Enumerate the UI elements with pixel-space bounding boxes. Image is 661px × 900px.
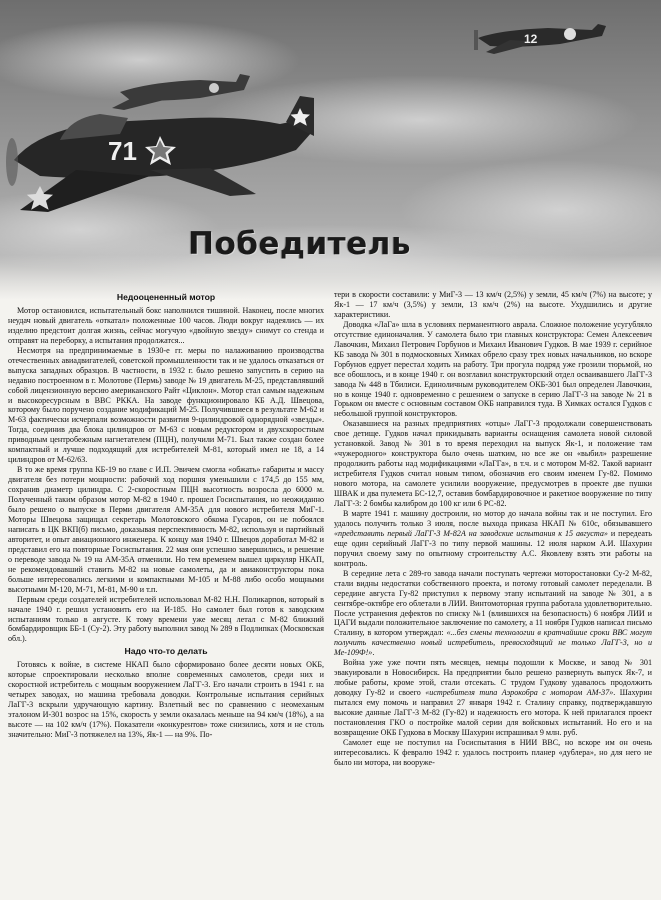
text-column-left [8,290,324,740]
text-run: . Шахурин пытался ему помочь и направил 27 января 1942 г. Сталину справку, подтверждавшую высокие данные ЛаГГ-3 М-82 (Гу-82) и надежность его мотора. К ней прилагался проект постановления ГКО о постройке малой серии для войсковых испытаний. Но его и на возвращение ОКБ Гудкова в Москву Шахурин испрашивал 9 млн. руб. [334,688,652,737]
section-heading: Надо что-то делать [124,646,208,657]
text-run: . [372,648,375,658]
paragraph [334,658,652,738]
paragraph: Первым среди создателей истребителей использовал М-82 Н.Н. Поликарпов, который в начале 1940 г. решил установить его на И-185. Но самолет был готов к заводским испытаниям только в августе. К тому времени уже месяц летал с М-82 ближний бомбардировщик ББ-1 (Су-2). Эту работу выполнил завод № 289 в Подлипках (Московская обл.). [8,594,324,644]
quote: «истребителя типа Аэрокобра с мотором АМ-37» [425,688,614,698]
text-run: В середине лета с 289-го завода начали поступать чертежи моторостановки Су-2 М-82, стали видны недостатки собственного проекта, и потому готовый самолет переделали. В середине августа Гу-82 приступил к первому этапу испытаний на заводе № 301, а в сентябре-октябре его облетали в ЛИИ. Винтомоторная группа работала удовлетворительно. После устранения дефектов по списку №1 (влившихся на безопасность) 6 ноября ЛИИ и ЦАГИ выдали положительное заключение по самолету, а 11 ноября Гудков написал письмо Сталину, в котором утверждал: [334,568,652,638]
paragraph: Самолет еще не поступил на Госиспытания в НИИ ВВС, но вскоре им он очень интересовались. К февралю 1942 г. удалось построить планер «дублера», но для него не было ни мотора, ни вооруже- [334,737,652,767]
paragraph: В то же время группа КБ-19 во главе с И.П. Эвичем смогла «обжать» габариты и массу двигателя без потери мощности: рабочий ход поршня уменьшили с 174,5 до 155 мм, сохранив диаметр цилиндра. С 2-скоростным ПЦН высотность возросла до 6000 м. Полученный таким образом мотор М-82 в 1940 г. прошел Госиспытания, но неожиданно было решено о выпуске в Перми двигателя АМ-35А для нового истребителя МиГ-1. Моторы Швецова защищал секретарь Молотовского обкома Гусаров, он не побоялся написать в ЦК ВКП(б) письмо, доказывая перспективность М-82, используя и партийный авторитет, и опыт авиационного инженера. К концу мая 1940 г. Швецов доработал М-82 и представил его на повторные Госиспытания. 22 мая они успешно завершились, и решение о переводе завода № 19 на АМ-35А отменили. Но тем временем вышел циркуляр НКАП, не рекомендовавший ставить М-82 на новые самолеты, да и авиаконструкторы пока больше интересовались легкими и компактными М-105 и М-88 либо особо мощными высотными М-120, М-71, М-81, М-90 и т.п. [8,465,324,594]
paragraph: Доводка «ЛаГа» шла в условиях перманентного аврала. Сложное положение усугубляло отсутствие единоначалия. У самолета было три главных конструктора: Семен Алексеевич Лавочкин, Михаил Петрович Горбунов и Михаил Иванович Гудков. В мае 1939 г. серийное КБ завода № 301 в подмосковных Химках обрело сразу трех новых начальников, но вскоре Горбунов едрует перестал ходить на работу. Три прогула подряд уже грозили тюрьмой, но все обошлось, и в конце 1940 г. он возглавил конструкторский отдел осваивавшего ЛаГГ-3 завода № 448 в Тбилиси. Единоличным руководителем ОКБ-301 был определен Лавочкин, но в конце 1940 г. одновременно с решением о запуске в серию ЛаГГ-3 на заводе № 21 в Горьком он вместе с основным составом ОКБ направился туда. В Химках остался Гудков с небольшой группой конструкторов. [334,319,652,419]
paragraph: Готовясь к войне, в системе НКАП было сформировано более десяти новых ОКБ, которые спроектировали несколько вполне современных самолетов, среди них и скоростной истребитель с мощным вооружением ЛаГГ-3. Его начали строить в 1941 г. на четырех заводах, но машина требовала доводки. Контрольные испытания серийных ЛаГГ-3 вскрыли удручающую картину. Взлетный вес по сравнению с неомеханым эталоном И-301 возрос на 15%, скорость у земли оказалась меньше на 94 км/ч (18%), а на высоте — на 102 км/ч (17%). Показатели «конкурентов» тоже снизились, хотя и не столь значительно: МиГ-3 потяжелел на 13%, Як-1 — на 9%. По- [8,660,324,739]
paragraph: Оказавшиеся на разных предприятиях «отцы» ЛаГГ-3 продолжали совершенствовать свое детище. Гудков начал прикидывать варианты оснащения самолета новой силовой установкой. Завод № 301 в то время переходил на выпуск Як-1, и положение там «чужеродного» конструктора было очень шатким, но все же он «выбил» разрешение продолжить работы над модификациями «ЛаГГа», в т.ч. и с мотором М-82. Такой вариант истребителя Гудков считал новым типом, обозначив его своим именем Гу-82. Помимо нового мотора, на самолете усилили вооружение, предусмотрев в проекте две пушки ШВАК и два пулемета БС-12,7, оставив бомбардировочное и ракетное вооружение по типу ЛаГГ-3: 2 бомбы калибром до 100 кг или 6 РС-82. [334,419,652,509]
text-run: Война уже уже почти пять месяцев, немцы подошли к Москве, и завод № 301 эвакуировали в Новосибирск. На предприятии было решено развернуть выпуск Як-7, и любые работы, кроме этой, стали отсекать. С трудом Гудкову удавалось продолжить доводку Гу-82 и своего [334,658,652,698]
paragraph: Мотор остановился, испытательный бокс наполнился тишиной. Наконец, после многих неудач новый двигатель «откатал» положенные 100 часов. Люди вокруг надеялись — их изделию предстоит долгая жизнь, сейчас могучую «двойную звезду» снимут со стенда и отправят на переборку, а испытания продолжатся... [8,305,324,345]
paragraph [334,509,652,569]
quote: «...без смены технологии в кратчайшие сроки ВВС могут получить качественно новый истребитель, превосходящий не только ЛаГГ-3, но и Ме-109Ф!» [334,628,652,658]
paragraph: тери в скорости составили: у МиГ-3 — 13 км/ч (2,5%) у земли, 45 км/ч (7%) на высоте; у Як-1 — 17 км/ч (3,5%) у земли, 13 км/ч (2%) на высоте. Ухудшились и другие характеристики. [334,290,652,319]
text-run: и передеать еще один серийный ЛаГГ-3 по типу первой машины. 12 июля нарком А.И. Шахурин поручил своему заму по опытному строительству А.С. Яковлеву взять эти работы на контроль. [334,528,652,568]
paragraph [334,569,652,659]
paragraph: Несмотря на предпринимаемые в 1930-е гг. меры по налаживанию производства отечественных авиадвигателей, советской промышленности так и не удалось отказаться от выпуска западных образцов. В частности, в 1932 г. было решено запустить в серию на недавно построенном в г. Молотове (Пермь) заводе № 19 двигатель М-25, представлявший собой лицензионную версию американского Райт «Циклон». Мотор стал самым надежным и высокоресурсным в ВВС РККА. На заводе функционировало КБ А.Д. Швецова, которому было поручено создание модификаций М-25. Получившиеся в результате М-62 и М-63 фактически исчерпали возможности развития 9-цилиндровой однорядной «звезды». Тогда, соединив два блока цилиндров от М-63 с новым редуктором и двухскоростным приводным центробежным нагнетателем (ПЦН), получили М-71. Был также создан более компактный и лучше подходящий для истребителей М-81, который имел не 18, а 14 цилиндров от М-62/63. [8,345,324,465]
svg-text:12: 12 [524,32,538,46]
text-run: В марте 1941 г. машину достроили, но мотор до начала войны так и не поступил. Его удалось получить только 3 июля, после выхода приказа НКАП № 610с, обязывавшего [334,508,652,528]
section-heading: Недооцененный мотор [116,292,216,302]
text-column-right [334,290,652,768]
page-title: Победитель [188,226,411,262]
svg-text:71: 71 [108,136,137,166]
quote: «представить первый ЛаГГ-3 М-82А на заводские испытания к 15 августа» [334,528,608,538]
